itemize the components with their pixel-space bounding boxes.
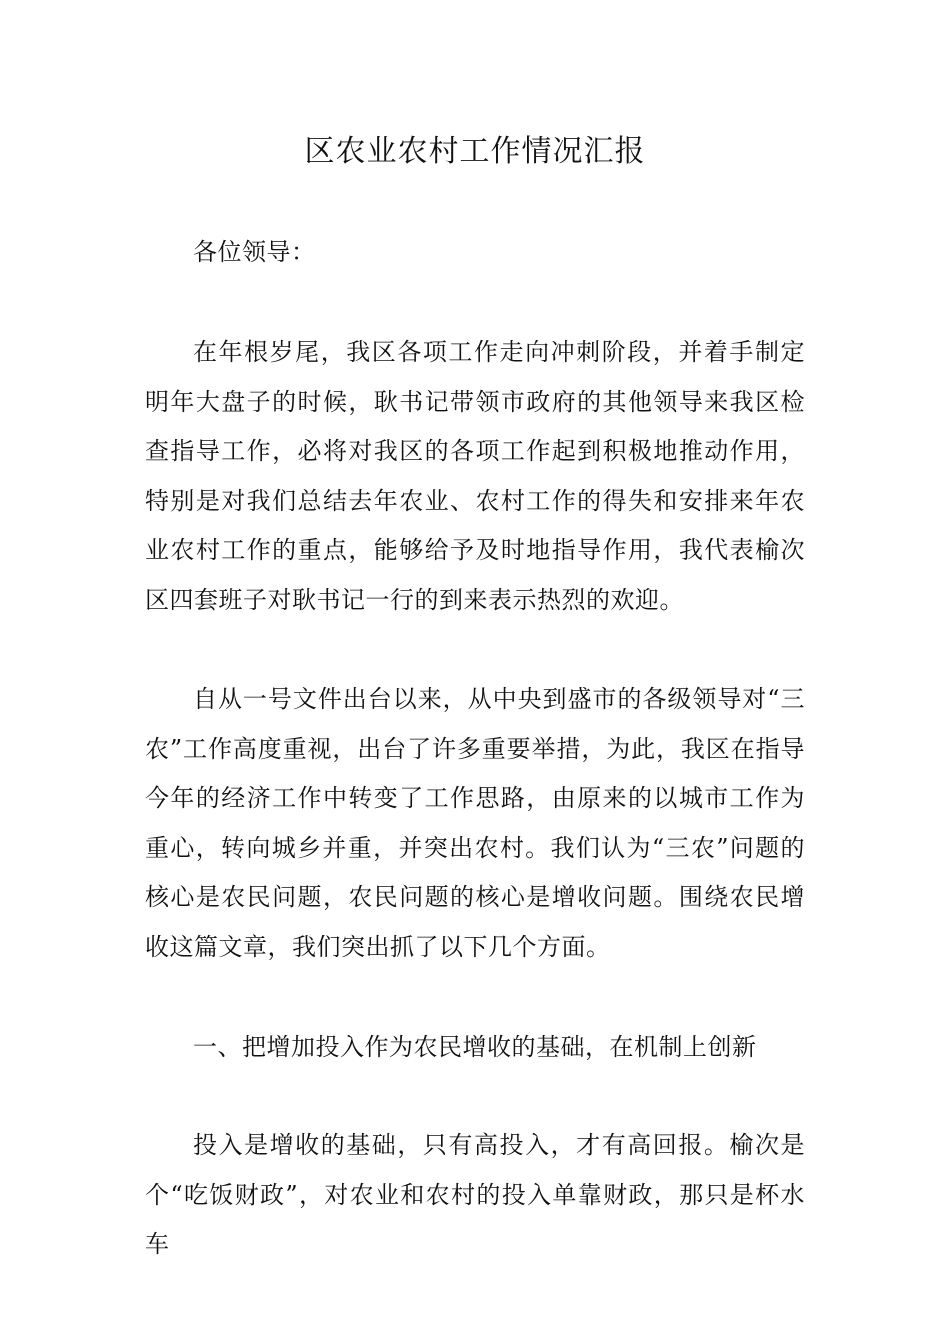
salutation: 各位领导： xyxy=(193,238,316,266)
section-paragraph: 投入是增收的基础，只有高投入，才有高回报。榆次是个“吃饭财政”，对农业和农村的投入单靠财政，那只是杯水车 xyxy=(145,1131,805,1258)
paragraph-1: 在年根岁尾，我区各项工作走向冲刺阶段，并着手制定明年大盘子的时候，耿书记带领市政府的其他领导来我区检查指导工作，必将对我区的各项工作起到积极地推动作用，特别是对我们总结去年农业、农村工作的得失和安排来年农业农村工作的重点，能够给予及时地指导作用，我代表榆次区四套班子对耿书记一行的到来表示热烈的欢迎。 xyxy=(145,338,805,614)
document-title: 区农业农村工作情况汇报 xyxy=(304,134,646,169)
paragraph-2: 自从一号文件出台以来，从中央到盛市的各级领导对“三农”工作高度重视，出台了许多重要举措，为此，我区在指导今年的经济工作中转变了工作思路，由原来的以城市工作为重心，转向城乡并重，并突出农村。我们认为“三农”问题的核心是农民问题，农民问题的核心是增收问题。围绕农民增收这篇文章，我们突出抓了以下几个方面。 xyxy=(145,685,805,961)
section-heading: 一、把增加投入作为农民增收的基础，在机制上创新 xyxy=(193,1033,757,1061)
